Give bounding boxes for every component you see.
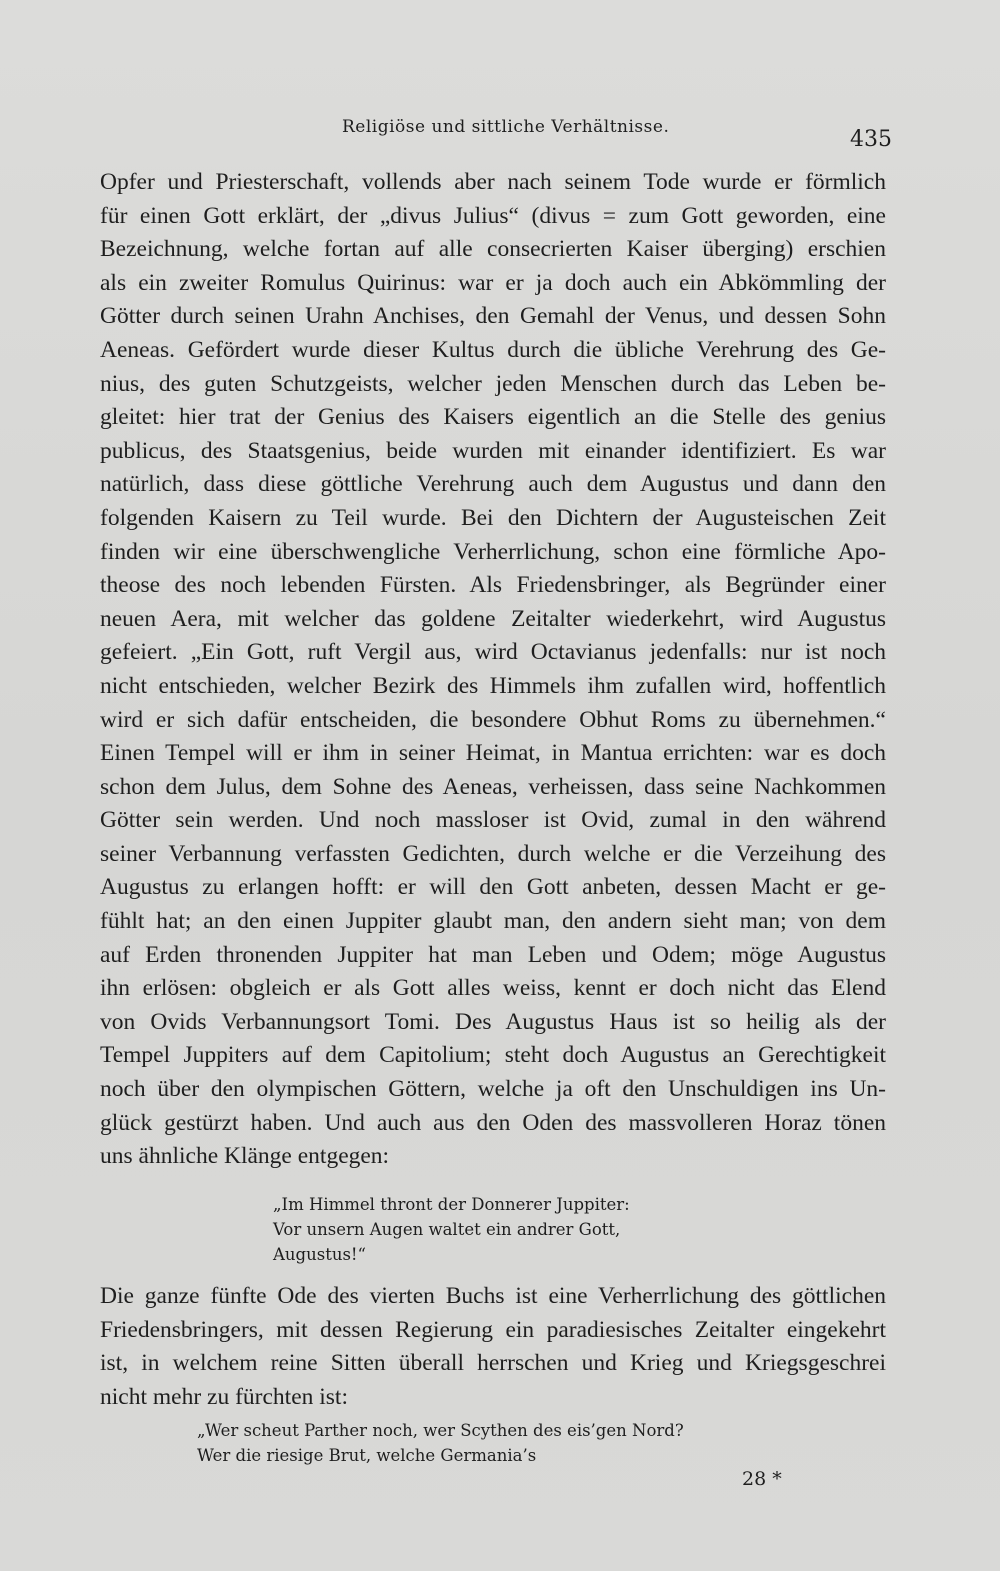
text-line: publicus, des Staatsgenius, beide wurden mit einander identifiziert. Es war bbox=[100, 437, 886, 464]
verse-line: Wer die riesige Brut, welche Germania’s bbox=[197, 1446, 537, 1465]
verse-line: Vor unsern Augen waltet ein andrer Gott, bbox=[273, 1220, 621, 1239]
text-line: folgenden Kaisern zu Teil wurde. Bei den Dichtern der Augusteischen Zeit bbox=[100, 504, 886, 531]
verse-quote-2 bbox=[197, 1418, 684, 1468]
body-paragraph-2 bbox=[100, 1280, 886, 1414]
text-line: glück gestürzt haben. Und auch aus den Oden des massvolleren Horaz tönen bbox=[100, 1109, 886, 1136]
text-line: schon dem Julus, dem Sohne des Aeneas, verheissen, dass seine Nachkommen bbox=[100, 773, 886, 800]
verse-line: „Wer scheut Parther noch, wer Scythen des eis’gen Nord? bbox=[197, 1421, 684, 1440]
text-line: noch über den olympischen Göttern, welche ja oft den Unschuldigen ins Un- bbox=[100, 1076, 886, 1103]
text-line: nius, des guten Schutzgeists, welcher jeden Menschen durch das Leben be- bbox=[100, 370, 886, 397]
text-line: von Ovids Verbannungsort Tomi. Des Augustus Haus ist so heilig als der bbox=[100, 1008, 886, 1035]
verse-line: „Im Himmel thront der Donnerer Juppiter: bbox=[273, 1195, 630, 1214]
text-line: uns ähnliche Klänge entgegen: bbox=[100, 1143, 390, 1170]
text-line: Götter durch seinen Urahn Anchises, den Gemahl der Venus, und dessen Sohn bbox=[100, 303, 886, 330]
text-line: seiner Verbannung verfassten Gedichten, durch welche er die Verzeihung des bbox=[100, 840, 886, 867]
text-line: neuen Aera, mit welcher das goldene Zeitalter wiederkehrt, wird Augustus bbox=[100, 605, 886, 632]
page-number: 435 bbox=[850, 127, 892, 152]
text-line: Aeneas. Gefördert wurde dieser Kultus durch die übliche Verehrung des Ge- bbox=[100, 336, 886, 363]
text-line: fühlt hat; an den einen Juppiter glaubt man, den andern sieht man; von dem bbox=[100, 908, 886, 935]
text-line: natürlich, dass diese göttliche Verehrung auch dem Augustus und dann den bbox=[100, 471, 886, 498]
text-line: Friedensbringers, mit dessen Regierung ein paradiesisches Zeitalter eingekehrt bbox=[100, 1316, 886, 1343]
text-line: ihn erlösen: obgleich er als Gott alles weiss, kennt er doch nicht das Elend bbox=[100, 975, 886, 1002]
text-line: Augustus zu erlangen hofft: er will den Gott anbeten, dessen Macht er ge- bbox=[100, 874, 886, 901]
text-line: gefeiert. „Ein Gott, ruft Vergil aus, wird Octavianus jedenfalls: nur ist noch bbox=[100, 639, 886, 666]
text-line: ist, in welchem reine Sitten überall herrschen und Krieg und Kriegsgeschrei bbox=[100, 1350, 886, 1377]
body-paragraph-1 bbox=[100, 166, 886, 1174]
text-line: für einen Gott erklärt, der „divus Julius“ (divus = zum Gott geworden, eine bbox=[100, 202, 886, 229]
text-line: als ein zweiter Romulus Quirinus: war er ja doch auch ein Abkömmling der bbox=[100, 269, 886, 296]
verse-line: Augustus!“ bbox=[273, 1245, 366, 1264]
text-line: Tempel Juppiters auf dem Capitolium; steht doch Augustus an Gerechtigkeit bbox=[100, 1042, 886, 1069]
running-head: Religiöse und sittliche Verhältnisse. bbox=[342, 117, 670, 137]
verse-quote-1 bbox=[273, 1192, 630, 1267]
text-line: gleitet: hier trat der Genius des Kaisers eigentlich an die Stelle des genius bbox=[100, 404, 886, 431]
text-line: wird er sich dafür entscheiden, die besondere Obhut Roms zu übernehmen.“ bbox=[100, 706, 886, 733]
text-line: theose des noch lebenden Fürsten. Als Friedensbringer, als Begründer einer bbox=[100, 572, 886, 599]
text-line: Einen Tempel will er ihm in seiner Heimat, in Mantua errichten: war es doch bbox=[100, 740, 886, 767]
text-line: Die ganze fünfte Ode des vierten Buchs ist eine Verherrlichung des göttlichen bbox=[100, 1283, 886, 1309]
text-line: finden wir eine überschwengliche Verherrlichung, schon eine förmliche Apo- bbox=[100, 538, 886, 565]
text-line: nicht mehr zu fürchten ist: bbox=[100, 1383, 348, 1410]
text-line: nicht entschieden, welcher Bezirk des Himmels ihm zufallen wird, hoffentlich bbox=[100, 672, 886, 699]
text-line: auf Erden thronenden Juppiter hat man Leben und Odem; möge Augustus bbox=[100, 941, 886, 968]
text-line: Götter sein werden. Und noch massloser ist Ovid, zumal in den während bbox=[100, 807, 886, 834]
text-line: Opfer und Priesterschaft, vollends aber nach seinem Tode wurde er förmlich bbox=[100, 169, 886, 195]
text-line: Bezeichnung, welche fortan auf alle consecrierten Kaiser überging) erschien bbox=[100, 236, 886, 263]
signature-mark: 28 * bbox=[742, 1468, 782, 1490]
